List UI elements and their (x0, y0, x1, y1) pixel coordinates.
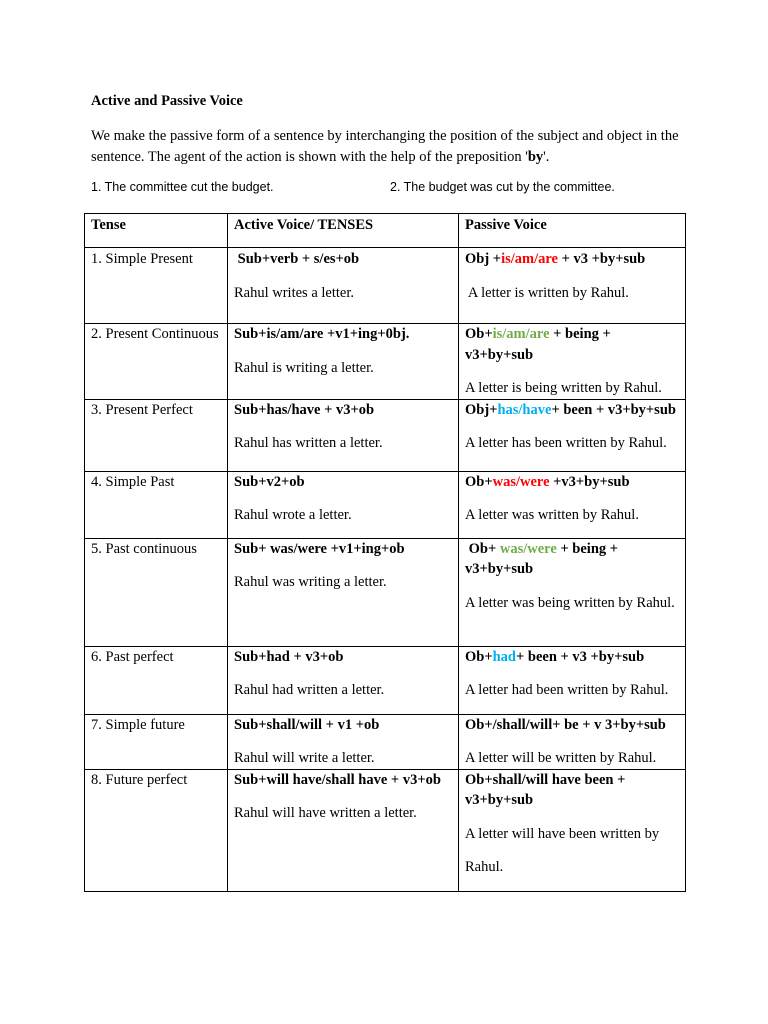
table-row (85, 248, 686, 324)
intro-text-end: '. (543, 149, 550, 165)
active-cell (228, 769, 459, 891)
formula-part: +v3+by+sub (549, 473, 630, 490)
document-title: Active and Passive Voice (91, 93, 243, 109)
active-example: Rahul was writing a letter. (234, 574, 387, 590)
intro-paragraph (91, 126, 691, 168)
passive-example: A letter was written by Rahul. (465, 507, 639, 523)
active-formula: Sub+had + v3+ob (234, 648, 344, 665)
table-row (85, 714, 686, 769)
table-row (85, 399, 686, 471)
table-row (85, 471, 686, 538)
active-example: Rahul will write a letter. (234, 750, 375, 766)
tense-label: 2. Present Continuous (91, 326, 219, 342)
active-formula: Sub+will have/shall have + v3+ob (234, 771, 441, 788)
formula-verb: is/am/are (492, 326, 550, 342)
active-formula: Sub+is/am/are +v1+ing+0bj. (234, 326, 410, 342)
tense-label: 4. Simple Past (91, 473, 175, 490)
tense-cell (85, 324, 228, 400)
active-cell (228, 646, 459, 714)
tense-label: 7. Simple future (91, 716, 185, 733)
active-cell (228, 538, 459, 646)
formula-part: Ob+ (465, 326, 493, 342)
passive-example-continued: Rahul. (465, 859, 504, 875)
tense-cell (85, 714, 228, 769)
active-cell (228, 471, 459, 538)
formula-verb: had (492, 648, 516, 665)
example-active: 1. The committee cut the budget. (91, 180, 274, 194)
intro-bold-word: by (527, 149, 544, 165)
active-formula: Sub+verb + s/es+ob (234, 251, 360, 267)
passive-formula (465, 539, 679, 580)
passive-formula (465, 647, 679, 668)
active-example: Rahul wrote a letter. (234, 507, 352, 523)
active-cell (228, 399, 459, 471)
tense-label: 1. Simple Present (91, 251, 193, 267)
table-row (85, 646, 686, 714)
table-header-row (85, 214, 686, 248)
formula-part: Ob+ (465, 473, 493, 490)
passive-cell (459, 714, 686, 769)
table-row (85, 769, 686, 891)
active-cell (228, 324, 459, 400)
active-formula: Sub+ was/were +v1+ing+ob (234, 540, 405, 557)
formula-part: + v3 +by+sub (557, 251, 646, 267)
formula-part: + being + v3+by+sub (465, 326, 611, 363)
passive-formula: Ob+/shall/will+ be + v 3+by+sub (465, 716, 666, 733)
formula-part: Ob+ (465, 648, 493, 665)
passive-cell (459, 324, 686, 400)
passive-cell (459, 769, 686, 891)
passive-cell (459, 471, 686, 538)
active-example: Rahul is writing a letter. (234, 359, 374, 376)
active-formula: Sub+v2+ob (234, 473, 305, 490)
tense-cell (85, 471, 228, 538)
passive-cell (459, 646, 686, 714)
formula-part: + been + v3+by+sub (551, 401, 676, 418)
tense-label: 5. Past continuous (91, 540, 197, 557)
formula-part: + being + v3+by+sub (465, 540, 619, 577)
passive-cell (459, 538, 686, 646)
tense-cell (85, 399, 228, 471)
tense-label: 8. Future perfect (91, 771, 188, 788)
passive-formula (465, 324, 679, 365)
passive-formula (465, 472, 679, 493)
passive-example: A letter had been written by Rahul. (465, 682, 669, 698)
active-formula: Sub+shall/will + v1 +ob (234, 716, 380, 733)
passive-formula (465, 249, 679, 270)
tenses-table (84, 213, 686, 892)
passive-formula (465, 400, 679, 421)
passive-example: A letter will be written by Rahul. (465, 750, 657, 766)
formula-part: + been + v3 +by+sub (516, 648, 645, 665)
passive-example: A letter is being written by Rahul. (465, 380, 662, 396)
header-active: Active Voice/ TENSES (228, 214, 459, 248)
table-row (85, 324, 686, 400)
tense-label: 6. Past perfect (91, 648, 174, 665)
example-passive: 2. The budget was cut by the committee. (390, 180, 615, 194)
passive-cell (459, 399, 686, 471)
tense-cell (85, 769, 228, 891)
header-tense: Tense (85, 214, 228, 248)
tense-label: 3. Present Perfect (91, 401, 193, 418)
passive-example: A letter was being written by Rahul. (465, 594, 675, 611)
intro-text: We make the passive form of a sentence by interchanging the position of the subject and object in the sentence. The agent of the action is shown with the help of the preposition ' (91, 128, 679, 165)
formula-verb: was/were (492, 473, 550, 490)
formula-part: Ob+ (465, 540, 500, 557)
passive-cell (459, 248, 686, 324)
active-example: Rahul had written a letter. (234, 682, 385, 698)
table-row (85, 538, 686, 646)
formula-part: Obj + (465, 251, 502, 267)
passive-example: A letter is written by Rahul. (465, 284, 629, 301)
passive-example: A letter will have been written by (465, 825, 660, 842)
formula-part: Obj+ (465, 401, 498, 418)
active-formula: Sub+has/have + v3+ob (234, 401, 375, 418)
tense-cell (85, 538, 228, 646)
active-cell (228, 248, 459, 324)
tense-cell (85, 248, 228, 324)
passive-formula: Ob+shall/will have been + v3+by+sub (465, 771, 626, 808)
active-example: Rahul has written a letter. (234, 435, 383, 451)
formula-verb: was/were (499, 540, 557, 557)
active-example: Rahul will have written a letter. (234, 805, 417, 821)
passive-example: A letter has been written by Rahul. (465, 435, 667, 451)
active-cell (228, 714, 459, 769)
header-passive: Passive Voice (459, 214, 686, 248)
formula-verb: has/have (497, 401, 552, 418)
formula-verb: is/am/are (501, 251, 558, 267)
tense-cell (85, 646, 228, 714)
active-example: Rahul writes a letter. (234, 284, 354, 301)
